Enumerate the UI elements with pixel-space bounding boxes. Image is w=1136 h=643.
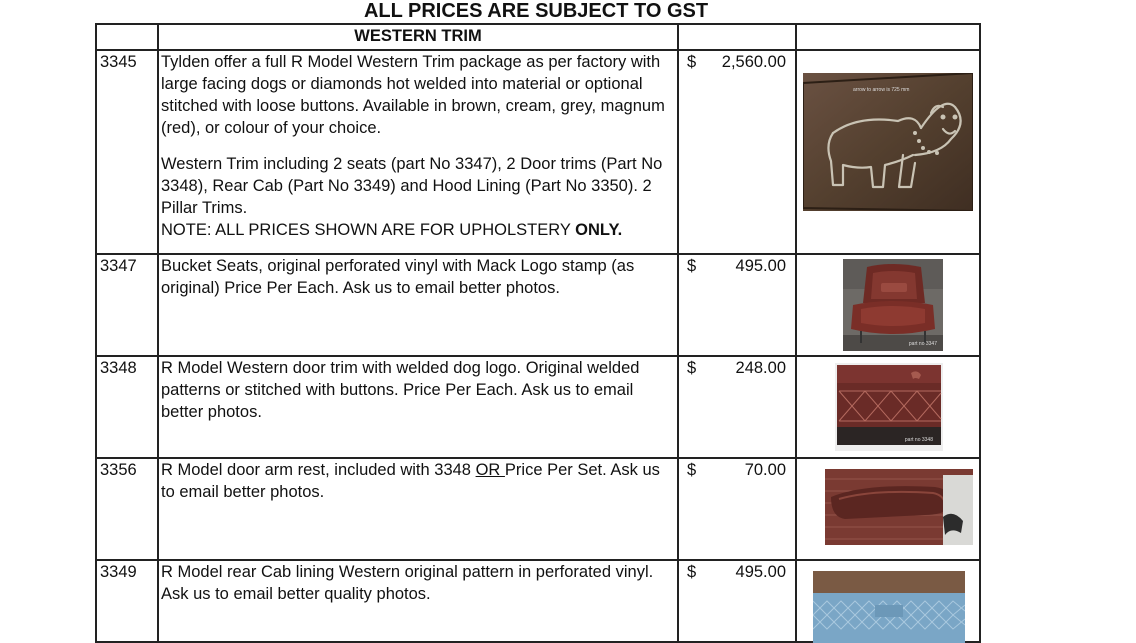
section-header-empty-cell [96, 24, 158, 50]
table-row [96, 458, 980, 560]
description-text: Bucket Seats, original perforated vinyl with Mack Logo stamp (as original) Price Per Each. Ask us to email better photos. [161, 257, 635, 297]
description-text: R Model door arm rest, included with 3348 [161, 461, 476, 479]
bulldog-emboss-photo [803, 73, 973, 211]
description-text: Tylden offer a full R Model Western Trim package as per factory with large facing dogs or diamonds hot welded into material or optional stitched with loose buttons. Available in brown, cream, grey, magnum (red), or colour of your choice. [161, 53, 665, 137]
photo-cell [796, 458, 980, 560]
price-cell [678, 560, 796, 642]
description-text [161, 153, 673, 241]
rear-cab-lining-photo [813, 571, 965, 643]
price-amount: 248.00 [735, 359, 786, 377]
photo-cell [796, 254, 980, 356]
photo-cell [796, 50, 980, 254]
table-row [96, 254, 980, 356]
description-cell [158, 560, 678, 642]
description-cell [158, 254, 678, 356]
part-number: 3345 [96, 50, 158, 254]
description-cell [158, 356, 678, 458]
bucket-seat-photo [843, 259, 943, 351]
table-row [96, 356, 980, 458]
rear-cab-lining-image [813, 571, 965, 643]
currency-symbol: $ [687, 53, 697, 71]
bucket-seat-image [843, 259, 943, 351]
section-header-row [96, 24, 980, 50]
note-emphasis: ONLY. [575, 221, 623, 239]
photo-caption: part no 3347 [908, 341, 937, 347]
description-text: R Model Western door trim with welded dog logo. Original welded patterns or stitched with buttons. Price Per Each. Ask us to email better photos. [161, 359, 640, 421]
arm-rest-photo [825, 469, 973, 545]
description-text: R Model rear Cab lining Western original pattern in perforated vinyl. [161, 563, 654, 581]
price-amount: 495.00 [735, 563, 786, 581]
section-title: WESTERN TRIM [158, 24, 678, 50]
photo-cell [796, 356, 980, 458]
bulldog-emboss-image [803, 73, 973, 211]
description-text: Ask us to email better quality photos. [161, 585, 431, 603]
page-title: ALL PRICES ARE SUBJECT TO GST [363, 0, 709, 22]
price-amount: 495.00 [735, 257, 786, 275]
price-cell [678, 356, 796, 458]
price-cell [678, 254, 796, 356]
description-cell [158, 458, 678, 560]
description-text: OR [475, 461, 505, 479]
currency-symbol: $ [687, 359, 697, 377]
currency-symbol: $ [687, 257, 697, 275]
door-trim-photo [835, 363, 943, 451]
part-number: 3348 [96, 356, 158, 458]
description-cell [158, 50, 678, 254]
photo-cell [796, 560, 980, 642]
photo-caption: arrow to arrow is 725 mm [853, 87, 910, 93]
price-amount: 70.00 [744, 461, 786, 479]
part-number: 3349 [96, 560, 158, 642]
currency-symbol: $ [687, 563, 697, 581]
price-cell [678, 458, 796, 560]
section-header-empty-cell [796, 24, 980, 50]
price-cell [678, 50, 796, 254]
table-row [96, 50, 980, 254]
description-text: Price Per Set. Ask us to email better photos. [161, 461, 660, 501]
price-amount: 2,560.00 [721, 53, 786, 71]
section-header-empty-cell [678, 24, 796, 50]
currency-symbol: $ [687, 461, 697, 479]
table-row [96, 560, 980, 642]
arm-rest-image [825, 469, 973, 545]
photo-caption: part no 3348 [904, 437, 933, 443]
note-text: NOTE: ALL PRICES SHOWN ARE FOR UPHOLSTERY [161, 221, 576, 239]
price-table [95, 23, 981, 643]
part-number: 3356 [96, 458, 158, 560]
part-number: 3347 [96, 254, 158, 356]
description-text: Western Trim including 2 seats (part No 3347), 2 Door trims (Part No 3348), Rear Cab (Part No 3349) and Hood Lining (Part No 3350). 2 Pillar Trims. [161, 155, 663, 217]
